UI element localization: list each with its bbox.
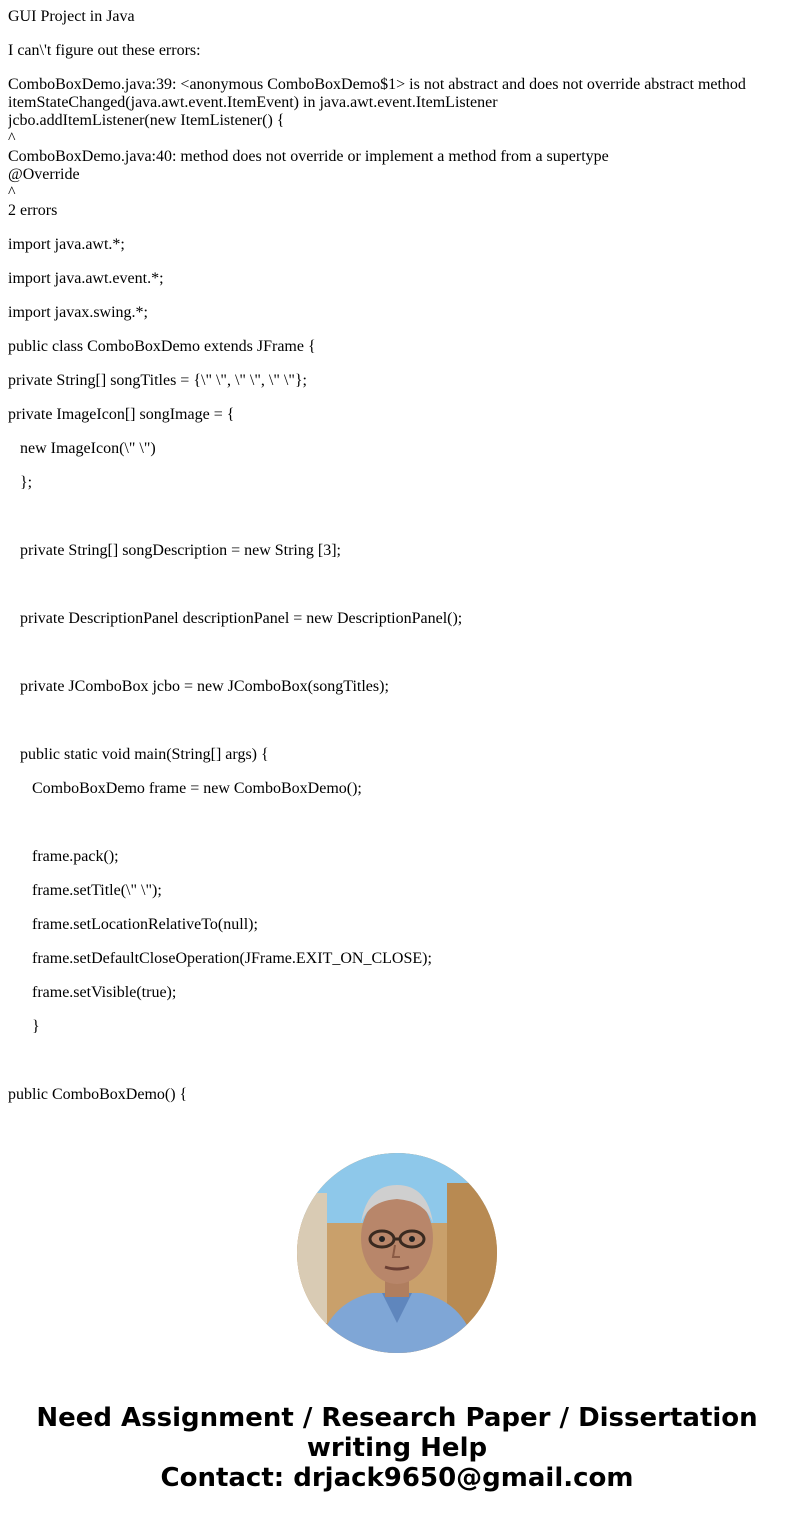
code-line: public class ComboBoxDemo extends JFrame { bbox=[8, 338, 316, 355]
contact-banner bbox=[0, 1403, 794, 1493]
code-line: frame.pack(); bbox=[32, 848, 119, 865]
code-line: import java.awt.event.*; bbox=[8, 270, 164, 287]
avatar bbox=[297, 1153, 497, 1353]
code-line: import javax.swing.*; bbox=[8, 304, 148, 321]
code-line: }; bbox=[20, 474, 33, 491]
error-line: ^ bbox=[8, 130, 16, 147]
code-line: public ComboBoxDemo() { bbox=[8, 1086, 188, 1103]
error-line: 2 errors bbox=[8, 202, 58, 219]
code-line: frame.setDefaultCloseOperation(JFrame.EXIT_ON_CLOSE); bbox=[32, 950, 432, 967]
code-line: frame.setLocationRelativeTo(null); bbox=[32, 916, 258, 933]
error-line: ComboBoxDemo.java:40: method does not override or implement a method from a supertype bbox=[8, 148, 609, 165]
code-line: import java.awt.*; bbox=[8, 236, 125, 253]
code-line: private ImageIcon[] songImage = { bbox=[8, 406, 235, 423]
code-line: frame.setVisible(true); bbox=[32, 984, 177, 1001]
error-line: ComboBoxDemo.java:39: <anonymous ComboBoxDemo$1> is not abstract and does not override abstract method bbox=[8, 76, 746, 93]
code-line: } bbox=[32, 1018, 40, 1035]
error-output bbox=[8, 76, 788, 220]
error-line: itemStateChanged(java.awt.event.ItemEvent) in java.awt.event.ItemListener bbox=[8, 94, 498, 111]
code-line: private String[] songDescription = new String [3]; bbox=[20, 542, 341, 559]
banner-line: writing Help bbox=[306, 1433, 488, 1463]
tutor-portrait-icon bbox=[297, 1153, 497, 1353]
error-line: jcbo.addItemListener(new ItemListener() { bbox=[8, 112, 285, 129]
question-content bbox=[8, 8, 788, 1122]
code-line: private String[] songTitles = {\" \", \" \", \" \"}; bbox=[8, 372, 307, 389]
code-line: private DescriptionPanel descriptionPanel = new DescriptionPanel(); bbox=[20, 610, 463, 627]
code-line: public static void main(String[] args) { bbox=[20, 746, 269, 763]
error-line: ^ bbox=[8, 184, 16, 201]
code-line: frame.setTitle(\" \"); bbox=[32, 882, 162, 899]
code-line: private JComboBox jcbo = new JComboBox(songTitles); bbox=[20, 678, 389, 695]
code-line: ComboBoxDemo frame = new ComboBoxDemo(); bbox=[32, 780, 362, 797]
banner-line: Need Assignment / Research Paper / Dissertation bbox=[36, 1403, 758, 1433]
error-line: @Override bbox=[8, 166, 80, 183]
question-intro: I can\'t figure out these errors: bbox=[8, 42, 201, 59]
banner-contact: Contact: drjack9650@gmail.com bbox=[160, 1463, 634, 1493]
code-line: new ImageIcon(\" \") bbox=[20, 440, 156, 457]
page-title: GUI Project in Java bbox=[8, 8, 135, 25]
